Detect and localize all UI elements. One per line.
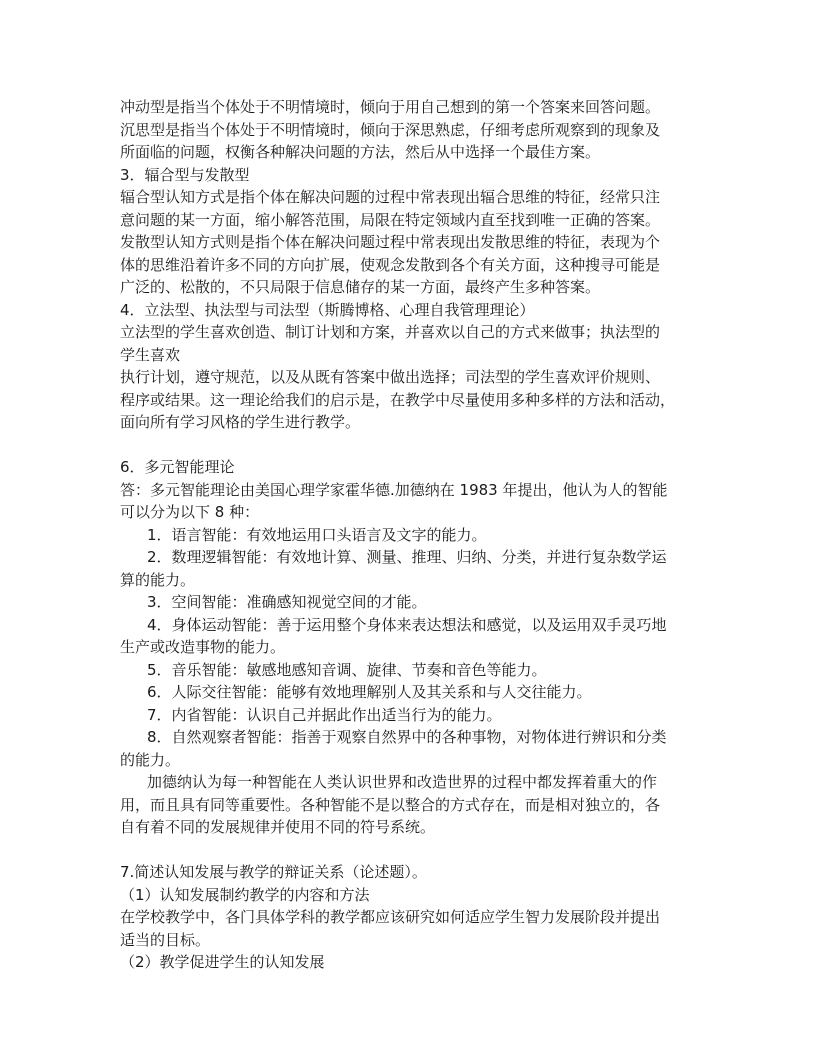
list-item: 1．语言智能：有效地运用口头语言及文字的能力。 [147,526,487,544]
text-line: 程序或结果。这一理论给我们的启示是，在教学中尽量使用多种多样的方法和活动， [120,391,676,409]
text-line: 答：多元智能理论由美国心理学家霍华德.加德纳在 1983 年提出，他认为人的智能 [120,481,668,499]
text-line: 冲动型是指当个体处于不明情境时，倾向于用自己想到的第一个答案来回答问题。 [120,98,661,116]
text-line: 可以分为以下 8 种： [120,503,260,521]
list-item: 5．音乐智能：敏感地感知音调、旋律、节奏和音色等能力。 [147,661,547,679]
text-line: 沉思型是指当个体处于不明情境时，倾向于深思熟虑，仔细考虑所观察到的现象及 [120,121,661,139]
text-line: 体的思维沿着许多不同的方向扩展，使观念发散到各个有关方面，这种搜寻可能是 [120,256,661,274]
text-line: 所面临的问题，权衡各种解决问题的方法，然后从中选择一个最佳方案。 [120,143,601,161]
text-line: 加德纳认为每一种智能在人类认识世界和改造世界的过程中都发挥着重大的作 [147,773,658,791]
list-item: 4．身体运动智能：善于运用整个身体来表达想法和感觉，以及运用双手灵巧地 [147,616,667,634]
section-heading: 7.简述认知发展与教学的辩证关系（论述题）。 [120,863,427,881]
text-line: 辐合型认知方式是指个体在解决问题的过程中常表现出辐合思维的特征，经常只注 [120,188,661,206]
section-heading: 4．立法型、执法型与司法型（斯腾博格、心理自我管理理论） [120,301,535,319]
subheading: （1）认知发展制约教学的内容和方法 [120,886,370,904]
text-line: 用，而且具有同等重要性。各种智能不是以整合的方式存在，而是相对独立的，各 [120,796,661,814]
section-heading: 6．多元智能理论 [120,458,235,476]
text-line: 适当的目标。 [120,931,211,949]
list-item: 7．内省智能：认识自己并据此作出适当行为的能力。 [147,706,502,724]
text-line: 自有着不同的发展规律并使用不同的符号系统。 [120,818,436,836]
section-heading: 3．辐合型与发散型 [120,166,250,184]
list-item: 2．数理逻辑智能：有效地计算、测量、推理、归纳、分类，并进行复杂数学运 [147,548,667,566]
text-line: 广泛的、松散的，不只局限于信息储存的某一方面，最终产生多种答案。 [120,278,601,296]
text-line: 意问题的某一方面，缩小解答范围，局限在特定领域内直至找到唯一正确的答案。 [120,211,661,229]
list-item: 3．空间智能：准确感知视觉空间的才能。 [147,593,427,611]
text-line: 的能力。 [120,751,181,769]
subheading: （2）教学促进学生的认知发展 [120,953,325,971]
text-line: 面向所有学习风格的学生进行教学。 [120,413,361,431]
text-line: 立法型的学生喜欢创造、制订计划和方案，并喜欢以自己的方式来做事；执法型的 [120,323,661,341]
text-line: 在学校教学中，各门具体学科的教学都应该研究如何适应学生智力发展阶段并提出 [120,908,661,926]
text-line: 发散型认知方式则是指个体在解决问题过程中常表现出发散思维的特征，表现为个 [120,233,661,251]
text-line: 算的能力。 [120,571,196,589]
list-item: 8．自然观察者智能：指善于观察自然界中的各种事物，对物体进行辨识和分类 [147,728,667,746]
text-line: 生产或改造事物的能力。 [120,638,286,656]
text-line: 执行计划，遵守规范，以及从既有答案中做出选择；司法型的学生喜欢评价规则、 [120,368,661,386]
text-line: 学生喜欢 [120,346,181,364]
list-item: 6．人际交往智能：能够有效地理解别人及其关系和与人交往能力。 [147,683,592,701]
